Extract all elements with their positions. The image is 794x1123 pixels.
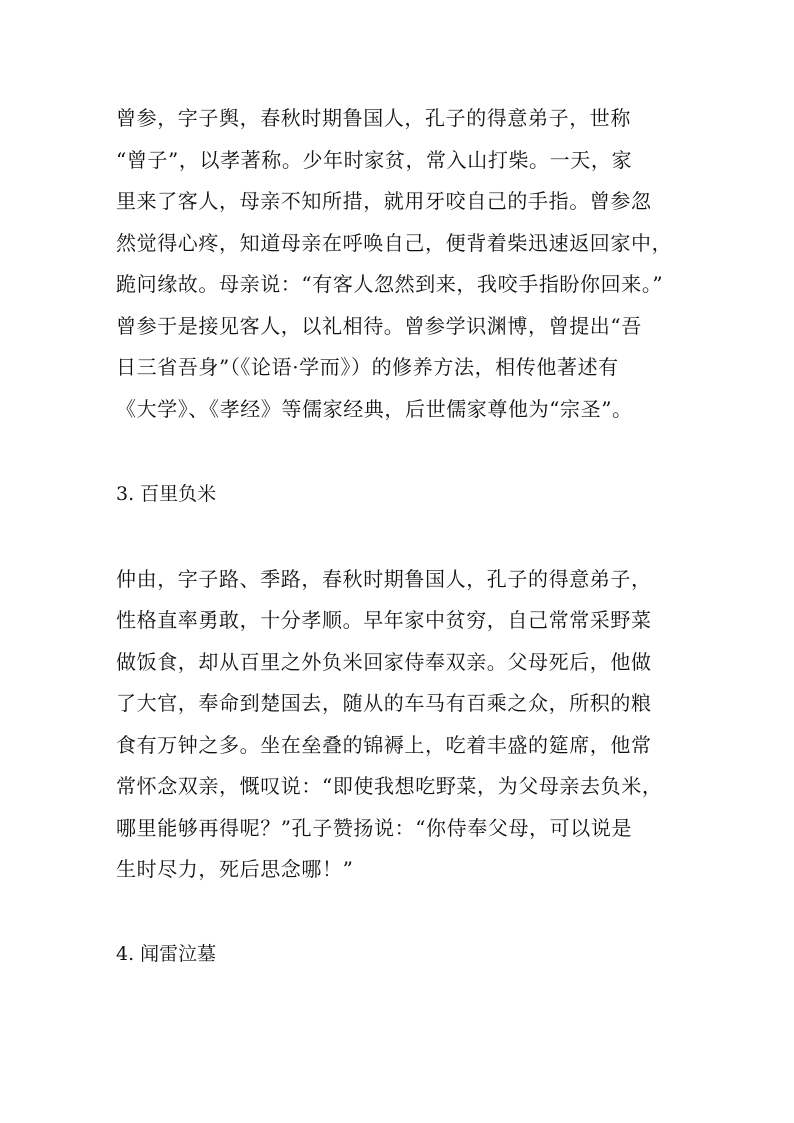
section-heading: 3. 百里负米	[116, 483, 217, 505]
paragraph-line: 《大学》、《孝经》等儒家经典，后世儒家尊他为“宗圣”。	[116, 397, 633, 421]
paragraph-line: 仲由，字子路、季路，春秋时期鲁国人，孔子的得意弟子，	[116, 567, 652, 591]
paragraph-line: 然觉得心疼，知道母亲在呼唤自己，便背着柴迅速返回家中，	[116, 231, 673, 255]
paragraph-line: 食有万钟之多。坐在垒叠的锦褥上，吃着丰盛的筵席，他常	[116, 733, 652, 757]
paragraph-line: 生时尽力，死后思念哪！”	[116, 857, 354, 881]
paragraph-line: 了大官，奉命到楚国去，随从的车马有百乘之众，所积的粮	[116, 691, 652, 715]
paragraph-line: 哪里能够再得呢？”孔子赞扬说：“你侍奉父母，可以说是	[116, 816, 633, 840]
section-heading: 4. 闻雷泣墓	[116, 943, 217, 965]
paragraph-line: 里来了客人，母亲不知所措，就用牙咬自己的手指。曾参忽	[116, 189, 652, 213]
paragraph-line: 性格直率勇敢，十分孝顺。早年家中贫穷，自己常常采野菜	[116, 608, 652, 632]
paragraph-line: “曾子”，以孝著称。少年时家贫，常入山打柴。一天，家	[116, 148, 633, 172]
paragraph-line: 日三省吾身”（《论语·学而》）的修养方法，相传他著述有	[116, 355, 619, 379]
paragraph-line: 做饭食，却从百里之外负米回家侍奉双亲。父母死后，他做	[116, 650, 652, 674]
paragraph-line: 曾参于是接见客人，以礼相待。曾参学识渊博，曾提出“吾	[116, 314, 642, 338]
paragraph-line: 常怀念双亲，慨叹说：“即使我想吃野菜，为父母亲去负米，	[116, 774, 663, 798]
paragraph-line: 曾参，字子舆，春秋时期鲁国人，孔子的得意弟子，世称	[116, 106, 631, 130]
paragraph-line: 跪问缘故。母亲说：“有客人忽然到来，我咬手指盼你回来。”	[116, 272, 664, 296]
